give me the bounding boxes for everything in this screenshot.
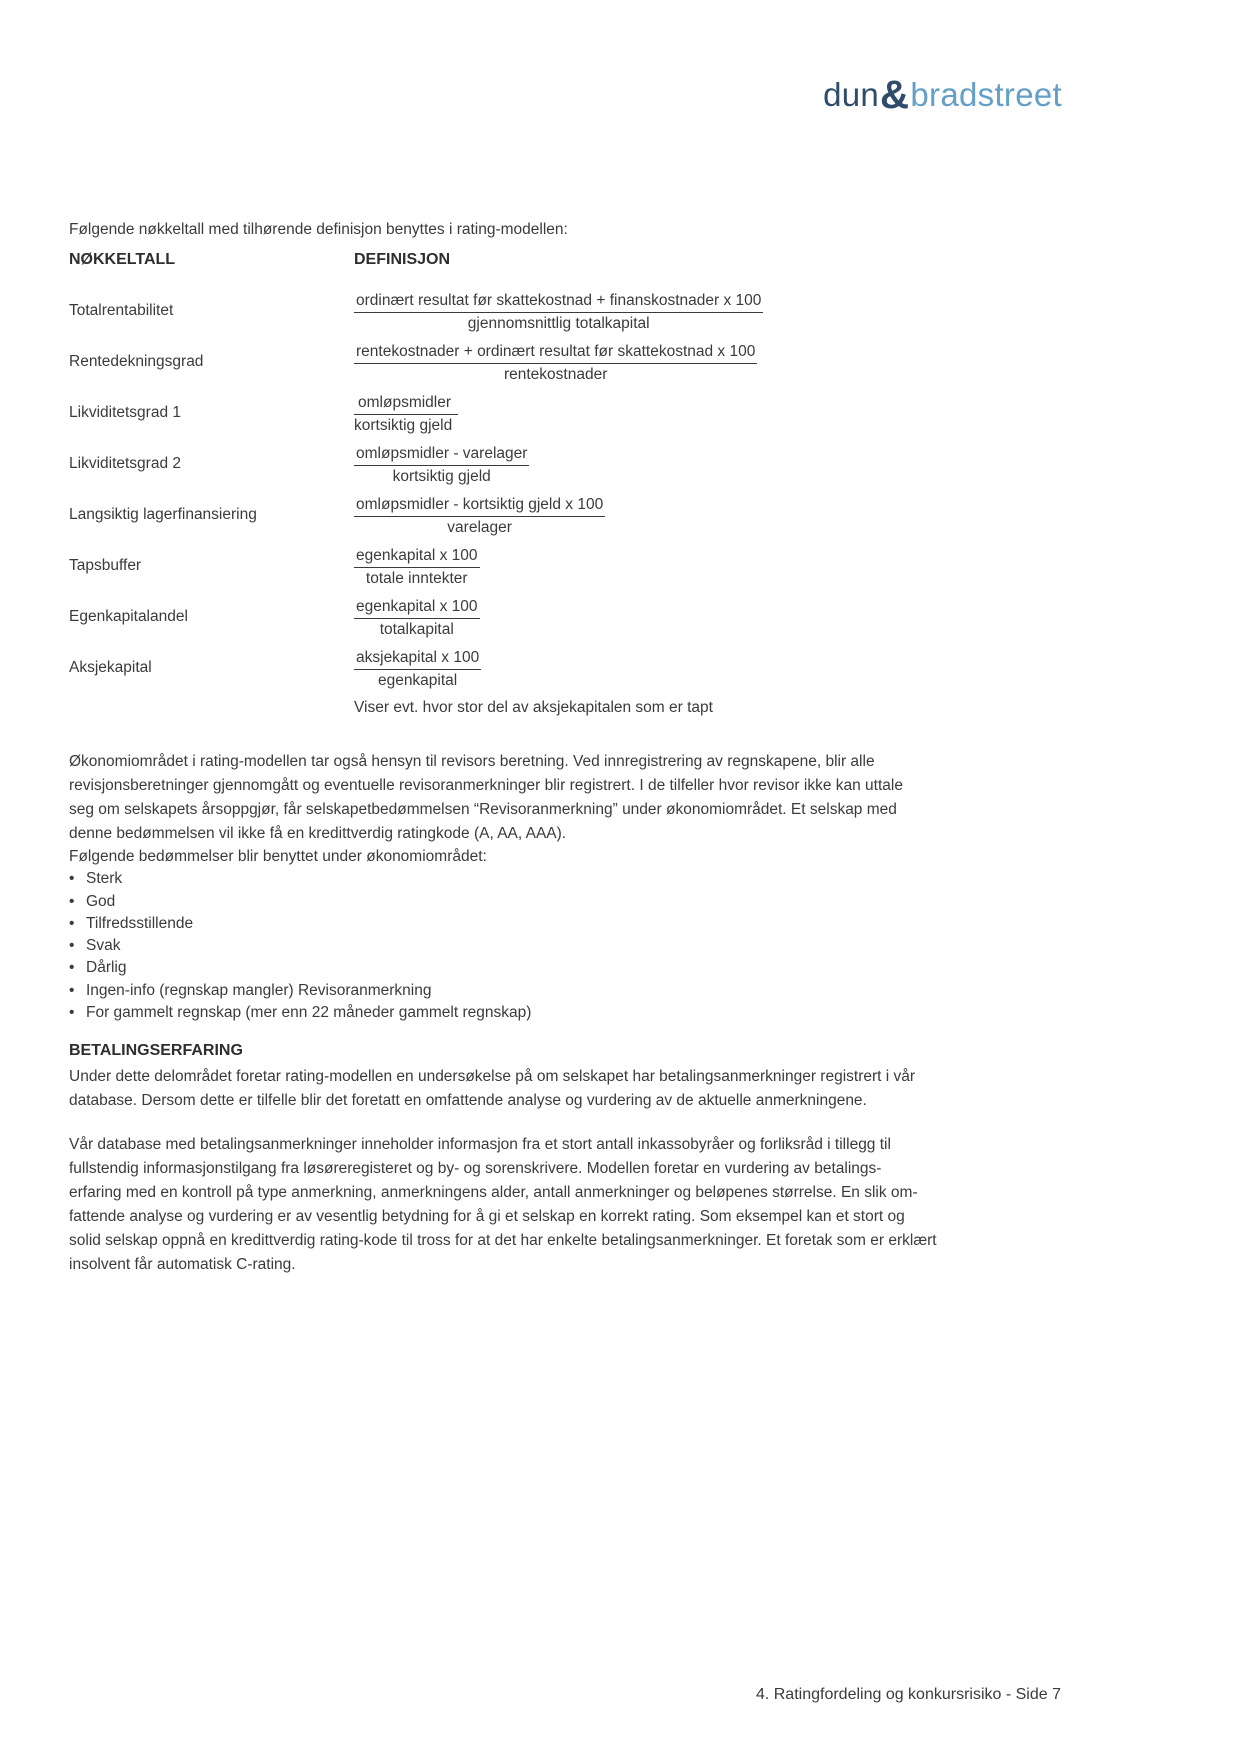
assessment-item-label: Tilfredsstillende — [86, 914, 194, 932]
bullet-icon: • — [69, 959, 75, 977]
ratio-label: Likviditetsgrad 1 — [69, 404, 182, 421]
betalingserfaring-paragraph-2: Vår database med betalingsanmerkninger inneholder informasjon fra et stort antall inkassobyråer og forliksråd i tillegg til fullstendig informasjonstilgang fra løsøreregisteret og by- og sorenskrivere. Modellen foretar en vurdering av betalings- erfaring med en kontroll på type anmerkning, anmerkningens alder, antall anmerkninger og beløpenes størrelse. En slik om- fattende analyse og vurdering er av vesentlig betydning for å gi et selskap en korrekt rating. Som eksempel kan et stort og solid selskap oppnå en kredittverdig rating-kode til tross for at det har enkelte betalingsanmerkninger. Et foretak som er erklært insolvent får automatisk C-rating. — [69, 1136, 937, 1273]
formula-denominator: egenkapital — [377, 672, 458, 689]
formula-fraction — [354, 341, 757, 385]
formula-denominator: totalkapital — [379, 621, 454, 638]
ratio-definition — [354, 290, 989, 334]
bullet-icon: • — [69, 892, 75, 910]
ratio-label: Tapsbuffer — [69, 557, 142, 574]
assessment-list-item — [69, 1002, 531, 1024]
assessment-section — [69, 846, 531, 1024]
assessment-item-label: Svak — [86, 937, 121, 955]
formula-numerator: omløpsmidler - kortsiktig gjeld x 100 — [354, 494, 605, 517]
formula-denominator: gjennomsnittlig totalkapital — [467, 315, 650, 332]
formula-denominator: rentekostnader — [503, 366, 608, 383]
bullet-icon: • — [69, 870, 75, 888]
assessment-list-item — [69, 891, 531, 913]
formula-fraction — [354, 494, 605, 538]
bullet-icon: • — [69, 981, 75, 999]
formula-fraction — [354, 545, 480, 589]
ratio-label: Likviditetsgrad 2 — [69, 455, 182, 472]
ratio-label: Egenkapitalandel — [69, 608, 188, 625]
ratio-label: Totalrentabilitet — [69, 302, 174, 319]
ratio-label: Rentedekningsgrad — [69, 353, 204, 370]
column-header-definisjon: DEFINISJON — [354, 251, 451, 268]
bullet-icon: • — [69, 1004, 75, 1022]
logo-text-dun: dun — [823, 76, 880, 113]
page-footer: 4. Ratingfordeling og konkursrisiko - Side 7 — [755, 1686, 1061, 1703]
formula-fraction — [354, 596, 480, 640]
key-figures-table — [69, 251, 989, 718]
assessment-list-item — [69, 935, 531, 957]
ratio-row — [69, 392, 989, 436]
formula-denominator: varelager — [447, 519, 512, 536]
economy-paragraph: Økonomiområdet i rating-modellen tar også hensyn til revisors beretning. Ved innregistrering av regnskapene, blir alle revisjonsberetninger gjennomgått og eventuelle revisoranmerkninger blir registrert. I de tilfeller hvor revisor ikke kan uttale seg om selskapets årsoppgjør, får selskapetbedømmelsen “Revisoranmerkning” under økonomiområdet. Et selskap med denne bedømmelsen vil ikke få en kredittverdig ratingkode (A, AA, AAA). — [69, 752, 903, 842]
ratio-row — [69, 290, 989, 334]
assessment-list-item — [69, 868, 531, 890]
formula-fraction — [354, 443, 529, 487]
betalingserfaring-paragraph-1: Under dette delområdet foretar rating-modellen en undersøkelse på om selskapet har betalingsanmerkninger registrert i vår database. Dersom dette er tilfelle blir det foretatt en omfattende analyse og vurdering av de aktuelle anmerkningene. — [69, 1068, 916, 1109]
ratio-definition — [354, 647, 989, 691]
assessment-list-item — [69, 957, 531, 979]
assessment-item-label: For gammelt regnskap (mer enn 22 måneder gammelt regnskap) — [86, 1004, 532, 1022]
formula-fraction — [354, 647, 481, 691]
betalingserfaring-heading: BETALINGSERFARING — [69, 1042, 243, 1059]
assessment-list-intro: Følgende bedømmelser blir benyttet under økonomiområdet: — [69, 848, 487, 865]
ratio-rows — [69, 290, 989, 691]
assessment-list — [69, 868, 531, 1024]
column-header-nokkeltall: NØKKELTALL — [69, 251, 176, 268]
table-header-row — [69, 251, 989, 269]
formula-numerator: rentekostnader + ordinært resultat før skattekostnad x 100 — [354, 341, 757, 364]
ratio-row — [69, 647, 989, 691]
formula-fraction — [354, 392, 458, 436]
ratio-row — [69, 494, 989, 538]
bullet-icon: • — [69, 914, 75, 932]
formula-numerator: egenkapital x 100 — [354, 545, 480, 568]
ratio-label: Langsiktig lagerfinansiering — [69, 506, 257, 523]
formula-denominator: kortsiktig gjeld — [392, 468, 491, 485]
ratio-row — [69, 341, 989, 385]
formula-denominator: totale inntekter — [365, 570, 468, 587]
logo-text-bradstreet: bradstreet — [910, 76, 1062, 113]
assessment-item-label: Ingen-info (regnskap mangler) Revisoranmerkning — [86, 981, 432, 999]
assessment-item-label: God — [86, 892, 116, 910]
formula-denominator: kortsiktig gjeld — [354, 417, 453, 434]
bullet-icon: • — [69, 937, 75, 955]
ratio-definition — [354, 596, 989, 640]
betalingserfaring-section — [69, 1042, 937, 1277]
ratio-definition — [354, 443, 989, 487]
logo-ampersand-icon: & — [880, 72, 910, 117]
assessment-list-item — [69, 980, 531, 1002]
formula-numerator: aksjekapital x 100 — [354, 647, 481, 670]
ratio-definition — [354, 392, 989, 436]
ratio-definition — [354, 545, 989, 589]
ratio-label: Aksjekapital — [69, 659, 152, 676]
ratio-row — [69, 443, 989, 487]
formula-numerator: omløpsmidler - varelager — [354, 443, 529, 466]
formula-numerator: omløpsmidler — [354, 392, 458, 415]
formula-fraction — [354, 290, 763, 334]
formula-numerator: egenkapital x 100 — [354, 596, 480, 619]
formula-numerator: ordinært resultat før skattekostnad + finanskostnader x 100 — [354, 290, 763, 313]
ratio-definition — [354, 494, 989, 538]
ratio-row — [69, 545, 989, 589]
dun-bradstreet-logo — [823, 72, 1062, 117]
assessment-list-item — [69, 913, 531, 935]
intro-line: Følgende nøkkeltall med tilhørende definisjon benyttes i rating-modellen: — [69, 220, 568, 238]
ratio-definition — [354, 341, 989, 385]
assessment-item-label: Dårlig — [86, 959, 127, 977]
ratio-row — [69, 596, 989, 640]
share-capital-note: Viser evt. hvor stor del av aksjekapitalen som er tapt — [354, 699, 713, 716]
assessment-item-label: Sterk — [86, 870, 123, 888]
